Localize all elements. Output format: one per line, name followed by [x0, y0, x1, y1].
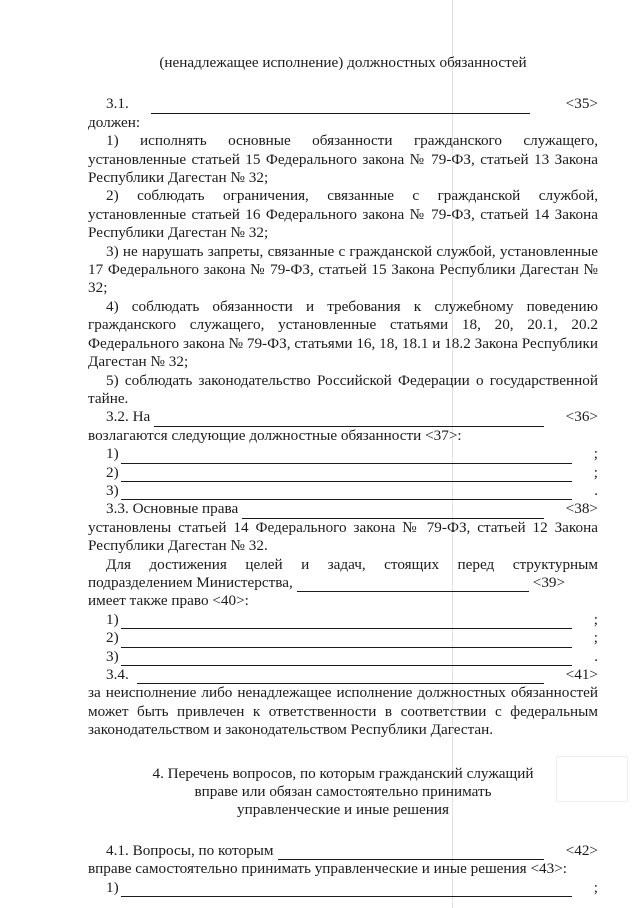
clause-3-2-lead: возлагаются следующие должностные обязанности <37>:: [88, 426, 462, 444]
duty-blank-end-2: ;: [593, 463, 598, 481]
clause-3-4-number: 3.4.: [106, 666, 129, 683]
footnote-ref-41: <41>: [565, 666, 598, 683]
duty-blank-number-3: 3): [106, 481, 119, 499]
decision-blank-number-1: 1): [106, 878, 119, 896]
blank-field-3-3[interactable]: [242, 505, 543, 519]
clause-3-1-number: 3.1.: [106, 95, 129, 113]
clause-3-2-line: [88, 408, 598, 426]
clause-3-3-prefix: 3.3. Основные права: [106, 500, 239, 518]
blank-field-4-1[interactable]: [278, 846, 544, 860]
right-blank-end-2: ;: [593, 629, 598, 647]
duty-2: 2) соблюдать ограничения, связанные с гражданской службой, установленные статьей 16 Федерального закона № 79-ФЗ, статьей 14 Закона Республики Дагестан № 32;: [88, 187, 598, 242]
section-4-title-line-2: вправе или обязан самостоятельно принимать: [194, 783, 492, 801]
clause-3-1-line: [88, 95, 598, 113]
duty-blank-field-1[interactable]: [121, 450, 572, 464]
clause-3-3-also: имеет также право <40>:: [88, 592, 249, 610]
clause-3-1-lead: должен:: [88, 113, 141, 131]
duty-1: 1) исполнять основные обязанности гражданского служащего, установленные статьей 15 Федерального закона № 79-ФЗ, статьей 13 Закона Республики Дагестан № 32;: [88, 132, 598, 187]
right-blank-number-1: 1): [106, 610, 119, 628]
footnote-ref-36: <36>: [565, 408, 598, 426]
duty-blank-end-3: .: [594, 481, 598, 499]
decision-blank-row-1: [88, 879, 598, 897]
duty-blank-number-2: 2): [106, 463, 119, 481]
footnote-ref-35: <35>: [565, 95, 598, 113]
decision-blank-end-1: ;: [593, 878, 598, 896]
document-page: [88, 54, 598, 897]
section-4-title-line-3: управленческие и иные решения: [237, 801, 449, 819]
clause-3-2-prefix: 3.2. На: [106, 408, 151, 426]
blank-field-3-1[interactable]: [151, 100, 530, 114]
duty-blank-field-3[interactable]: [121, 486, 573, 500]
duty-5: 5) соблюдать законодательство Российской Федерации о государственной тайне.: [88, 371, 598, 407]
right-blank-end-3: .: [594, 647, 598, 665]
clause-3-4-text: за неисполнение либо ненадлежащее исполнение должностных обязанностей может быть привлечен к ответственности в соответствии с федеральным законодательством и законодательством Республики Дагестан.: [88, 684, 598, 739]
clause-3-3-goals-text: Для достижения целей и задач, стоящих перед структурным: [106, 555, 598, 573]
right-blank-end-1: ;: [593, 610, 598, 628]
clause-3-3-line: [88, 500, 598, 518]
clause-3-3-text: установлены статьей 14 Федерального закона № 79-ФЗ, статьей 12 Закона Республики Дагестан № 32.: [88, 518, 598, 555]
duty-blank-field-2[interactable]: [121, 468, 572, 482]
right-blank-row-1: [88, 611, 598, 629]
right-blank-number-3: 3): [106, 647, 119, 665]
blank-field-3-3-unit[interactable]: [297, 578, 529, 592]
clause-3-4-line: [88, 666, 598, 684]
blank-field-3-4[interactable]: [137, 670, 544, 684]
right-blank-row-3: [88, 648, 598, 666]
clause-4-1-line: [88, 842, 598, 860]
right-blank-number-2: 2): [106, 629, 119, 647]
duty-blank-row-1: [88, 445, 598, 463]
footnote-ref-38: <38>: [565, 500, 598, 518]
section-4-title-line-1: 4. Перечень вопросов, по которым гражданский служащий: [152, 764, 534, 782]
right-blank-row-2: [88, 629, 598, 647]
duty-blank-row-3: [88, 482, 598, 500]
right-blank-field-3[interactable]: [121, 652, 573, 666]
section-header-line: (ненадлежащее исполнение) должностных обязанностей: [159, 54, 527, 71]
decision-blank-field-1[interactable]: [121, 883, 572, 897]
clause-4-1-text: вправе самостоятельно принимать управленческие и иные решения <43>:: [88, 860, 567, 878]
right-blank-field-1[interactable]: [121, 615, 572, 629]
clause-3-3-goals-line2: подразделением Министерства,: [88, 573, 293, 591]
clause-4-1-prefix: 4.1. Вопросы, по которым: [106, 841, 274, 859]
right-blank-field-2[interactable]: [121, 634, 572, 648]
duty-4: 4) соблюдать обязанности и требования к служебному поведению гражданского служащего, установленные статьями 18, 20, 20.1, 20.2 Федерального закона № 79-ФЗ, статьями 16, 18, 18.1 и 18.2 Закона Республики Дагестан № 32;: [88, 297, 598, 371]
duty-3: 3) не нарушать запреты, связанные с гражданской службой, установленные 17 Федерального закона № 79-ФЗ, статьей 15 Закона Республики Дагестан № 32;: [88, 242, 598, 297]
duty-blank-end-1: ;: [593, 445, 598, 463]
footnote-ref-39: <39>: [532, 573, 566, 591]
blank-field-3-2[interactable]: [154, 413, 543, 427]
duty-blank-number-1: 1): [106, 445, 119, 463]
duty-blank-row-2: [88, 464, 598, 482]
clause-3-3-goals-line: [88, 574, 598, 592]
footnote-ref-42: <42>: [565, 841, 598, 859]
